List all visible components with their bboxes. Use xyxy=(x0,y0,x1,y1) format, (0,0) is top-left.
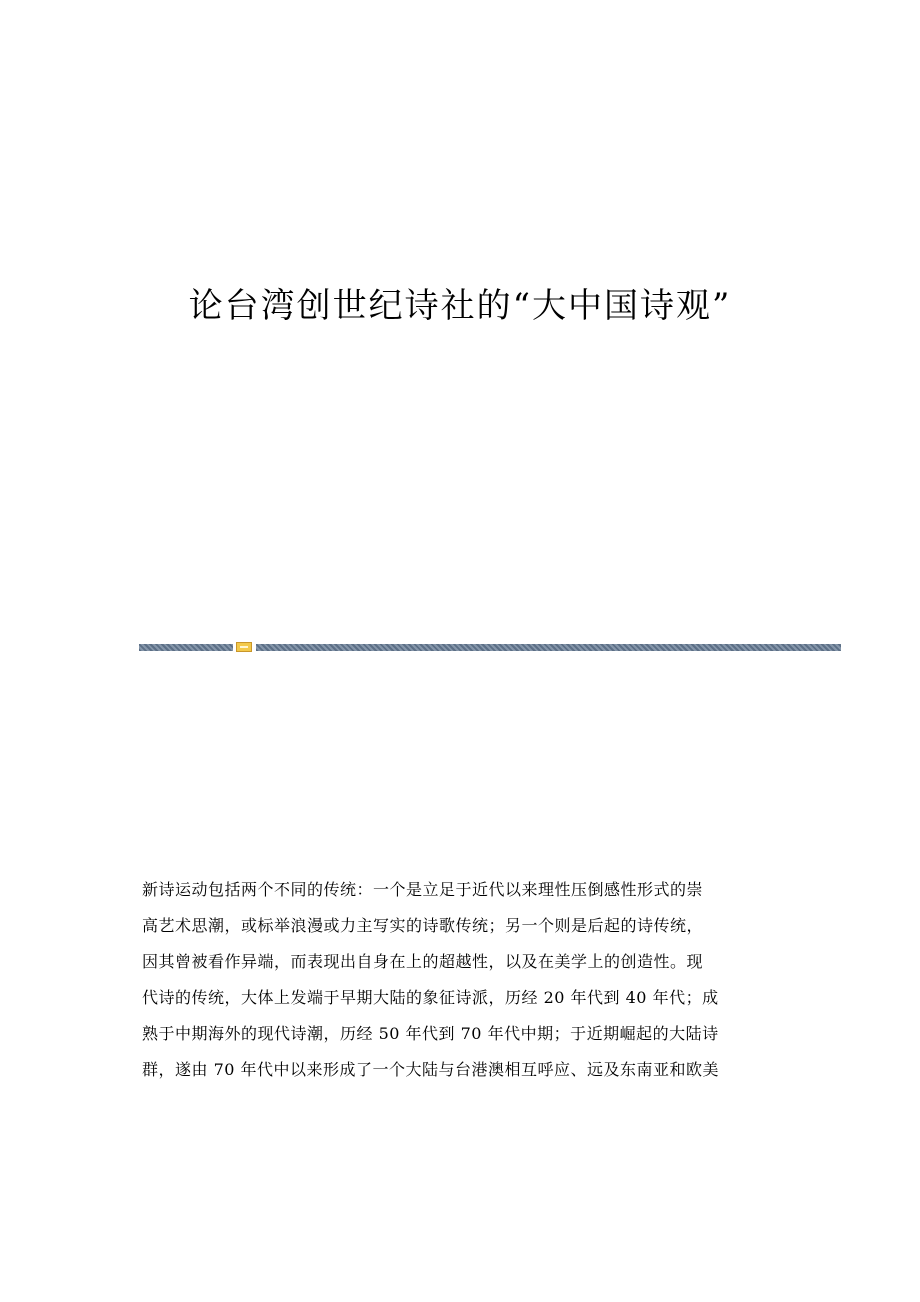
body-line: 群，遂由 70 年代中以来形成了一个大陆与台港澳相互呼应、远及东南亚和欧美 xyxy=(142,1060,720,1079)
divider-ornament-icon xyxy=(236,642,252,652)
document-title: 论台湾创世纪诗社的“大中国诗观” xyxy=(188,286,732,326)
section-divider xyxy=(139,642,841,652)
body-line: 熟于中期海外的现代诗潮，历经 50 年代到 70 年代中期；于近期崛起的大陆诗 xyxy=(142,1024,719,1043)
divider-bar-right xyxy=(256,644,841,651)
divider-bar-left xyxy=(139,644,233,651)
body-line: 因其曾被看作异端，而表现出自身在上的超越性，以及在美学上的创造性。现 xyxy=(142,952,704,971)
body-line: 代诗的传统，大体上发端于早期大陆的象征诗派，历经 20 年代到 40 年代；成 xyxy=(142,988,719,1007)
body-line: 新诗运动包括两个不同的传统：一个是立足于近代以来理性压倒感性形式的崇 xyxy=(142,880,704,899)
body-paragraph xyxy=(142,872,782,1088)
body-line: 高艺术思潮，或标举浪漫或力主写实的诗歌传统；另一个则是后起的诗传统， xyxy=(142,916,704,935)
